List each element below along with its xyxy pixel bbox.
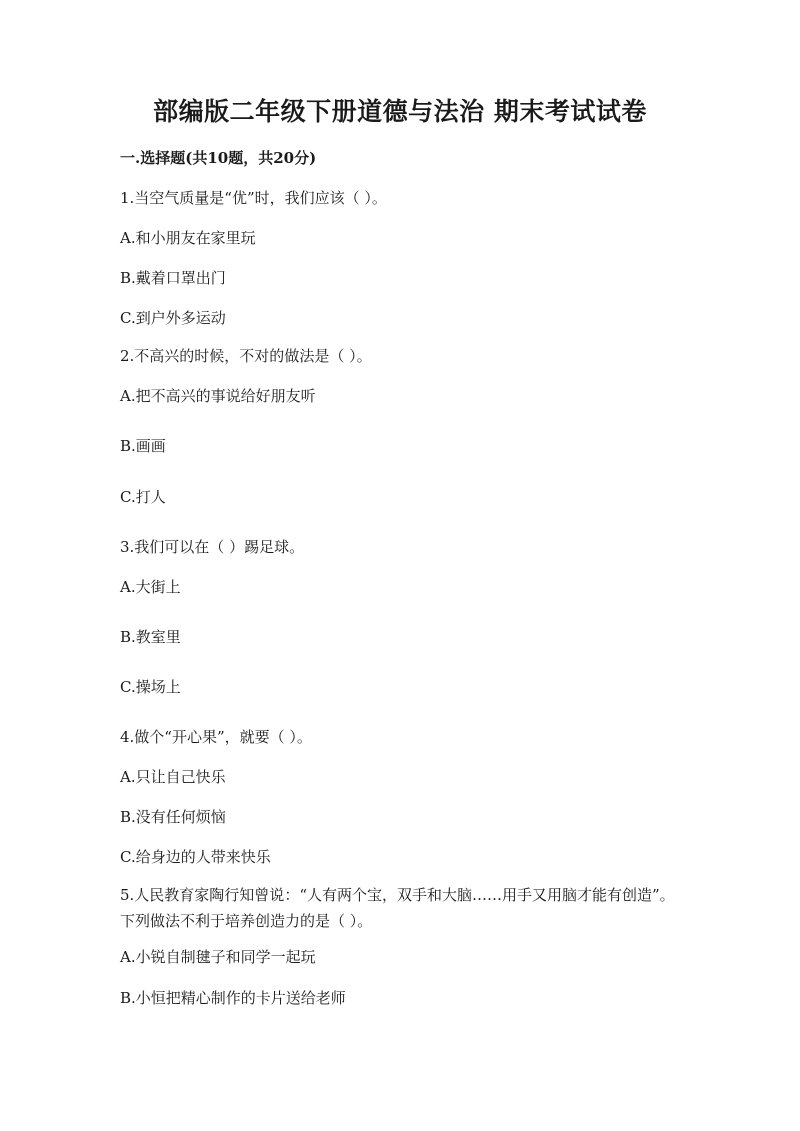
question-3-option-b: B.教室里 [120,628,181,646]
question-2-option-c: C.打人 [120,488,166,506]
question-2-stem: 2.不高兴的时候，不对的做法是（ ）。 [120,347,372,365]
question-1-stem: 1.当空气质量是“优”时，我们应该（ ）。 [120,189,387,207]
question-1-option-b: B.戴着口罩出门 [120,269,226,287]
question-2-option-b: B.画画 [120,437,166,455]
question-3-option-c: C.操场上 [120,678,181,696]
question-4-option-a: A.只让自己快乐 [120,768,226,786]
question-3-option-a: A.大街上 [120,578,181,596]
section-heading: 一.选择题(共10题，共20分) [120,149,317,167]
question-1-option-c: C.到户外多运动 [120,309,226,327]
exam-title: 部编版二年级下册道德与法治 期末考试试卷 [153,97,647,126]
question-5-stem: 5.人民教育家陶行知曾说：“人有两个宝，双手和大脑……用手又用脑才能有创造”。下列做法不利于培养创造力的是（ ）。 [120,886,675,930]
question-4-stem: 4.做个“开心果”，就要（ ）。 [120,728,312,746]
question-2-option-a: A.把不高兴的事说给好朋友听 [120,387,316,405]
question-5-option-b: B.小恒把精心制作的卡片送给老师 [120,989,346,1007]
question-4-option-b: B.没有任何烦恼 [120,808,226,826]
question-1-option-a: A.和小朋友在家里玩 [120,229,256,247]
question-4-option-c: C.给身边的人带来快乐 [120,848,271,866]
question-5-option-a: A.小锐自制毽子和同学一起玩 [120,948,316,966]
question-3-stem: 3.我们可以在（ ）踢足球。 [120,538,305,556]
